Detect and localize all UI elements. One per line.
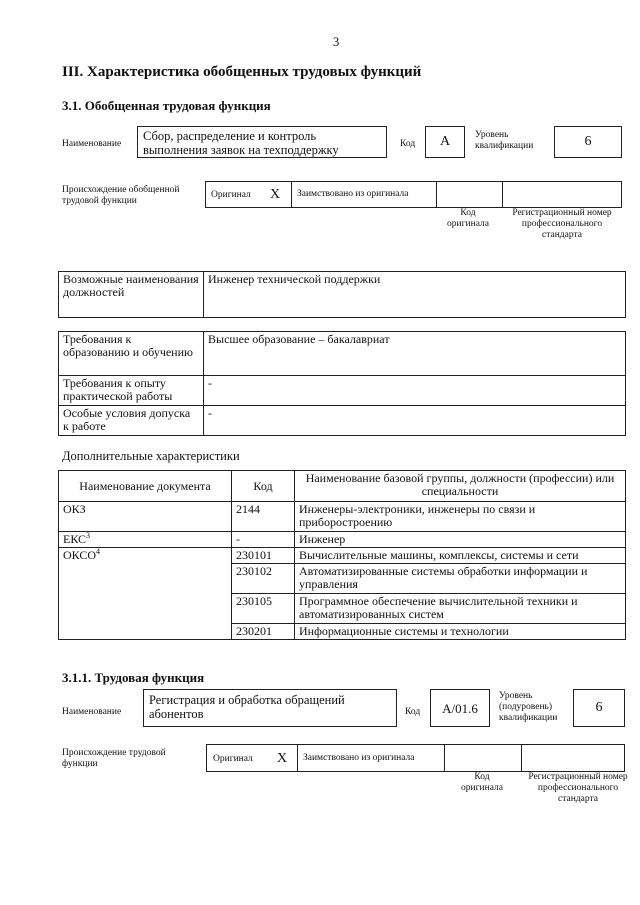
table-row-name: Информационные системы и технологии bbox=[295, 624, 626, 640]
doc-name: ОКСО bbox=[63, 548, 97, 562]
tf-code-value: A/01.6 bbox=[442, 701, 478, 716]
table-row-code: 230101 bbox=[232, 548, 295, 564]
gtf-reg-caption: Регистрационный номер профессионального стандарта bbox=[512, 208, 612, 240]
positions-label: Возможные наименования должностей bbox=[59, 272, 204, 318]
gtf-level-value: 6 bbox=[584, 134, 592, 149]
tf-heading: 3.1.1. Трудовая функция bbox=[62, 670, 205, 685]
req-education-value: Высшее образование – бакалавриат bbox=[204, 332, 626, 376]
gtf-origin-label: Происхождение обобщенной трудовой функции bbox=[62, 185, 180, 206]
footnote-ref: 4 bbox=[96, 547, 101, 556]
tf-reg-number-cell bbox=[521, 744, 625, 772]
doc-name: ОКЗ bbox=[63, 502, 86, 516]
positions-table bbox=[58, 271, 626, 318]
tf-code-orig-caption: Код оригинала bbox=[461, 772, 503, 793]
gtf-code-orig-caption: Код оригинала bbox=[447, 208, 489, 229]
col-name-header: Наименование базовой группы, должности (профессии) или специальности bbox=[295, 471, 626, 502]
gtf-code-value: A bbox=[439, 134, 451, 149]
table-row-name: Автоматизированные системы обработки информации и управления bbox=[295, 564, 626, 594]
additional-heading: Дополнительные характеристики bbox=[62, 449, 240, 463]
gtf-original-mark: X bbox=[270, 187, 281, 202]
col-doc-header: Наименование документа bbox=[59, 471, 232, 502]
gtf-original-label: Оригинал bbox=[211, 190, 251, 200]
gtf-heading: 3.1. Обобщенная трудовая функция bbox=[62, 98, 271, 113]
section-title: III. Характеристика обобщенных трудовых функций bbox=[62, 64, 422, 80]
gtf-reg-number-cell bbox=[502, 181, 622, 208]
page-number: 3 bbox=[333, 35, 340, 49]
table-row-name: Вычислительные машины, комплексы, системы и сети bbox=[295, 548, 626, 564]
positions-value: Инженер технической поддержки bbox=[204, 272, 626, 318]
col-code-header: Код bbox=[232, 471, 295, 502]
footnote-ref: 3 bbox=[86, 531, 91, 540]
table-row-doc bbox=[59, 532, 232, 548]
gtf-origin-original-cell bbox=[205, 181, 292, 208]
tf-code-label: Код bbox=[405, 707, 421, 717]
gtf-level-box bbox=[554, 126, 622, 158]
tf-borrowed-label: Заимствовано из оригинала bbox=[303, 753, 415, 763]
table-row-code: 230105 bbox=[232, 594, 295, 624]
additional-table bbox=[58, 470, 626, 640]
gtf-borrowed-label: Заимствовано из оригинала bbox=[297, 189, 409, 199]
tf-origin-label: Происхождение трудовой функции bbox=[62, 748, 166, 769]
gtf-name-value: Сбор, распределение и контроль выполнения заявок на техподдержку bbox=[143, 129, 339, 157]
gtf-name-box bbox=[137, 126, 387, 158]
req-conditions-value: - bbox=[204, 406, 626, 436]
gtf-code-original-cell bbox=[436, 181, 503, 208]
tf-code-original-cell bbox=[444, 744, 522, 772]
tf-name-label: Наименование bbox=[62, 707, 122, 717]
req-experience-label: Требования к опыту практической работы bbox=[59, 376, 204, 406]
tf-reg-caption: Регистрационный номер профессионального стандарта bbox=[528, 772, 628, 804]
tf-original-label: Оригинал bbox=[213, 754, 253, 764]
tf-level-box bbox=[573, 689, 625, 727]
table-row-code: 2144 bbox=[232, 502, 295, 532]
req-education-label: Требования к образованию и обучению bbox=[59, 332, 204, 376]
doc-name: ЕКС bbox=[63, 532, 87, 546]
gtf-level-label: Уровень квалификации bbox=[475, 130, 534, 151]
tf-name-box bbox=[143, 689, 397, 727]
table-row-code: 230102 bbox=[232, 564, 295, 594]
table-row-code: - bbox=[232, 532, 295, 548]
requirements-table bbox=[58, 331, 626, 436]
tf-original-mark: X bbox=[277, 751, 288, 766]
table-row-name: Программное обеспечение вычислительной техники и автоматизированных систем bbox=[295, 594, 626, 624]
table-row-doc bbox=[59, 502, 232, 532]
gtf-origin-borrowed-cell bbox=[291, 181, 437, 208]
tf-origin-original-cell bbox=[206, 744, 298, 772]
table-row-doc bbox=[59, 548, 232, 640]
tf-code-box bbox=[430, 689, 490, 727]
table-row-code: 230201 bbox=[232, 624, 295, 640]
tf-name-value: Регистрация и обработка обращений абонентов bbox=[149, 693, 345, 721]
req-experience-value: - bbox=[204, 376, 626, 406]
req-conditions-label: Особые условия допуска к работе bbox=[59, 406, 204, 436]
gtf-code-label: Код bbox=[400, 139, 416, 149]
tf-origin-borrowed-cell bbox=[297, 744, 445, 772]
table-row-name: Инженер bbox=[295, 532, 626, 548]
tf-level-value: 6 bbox=[595, 700, 603, 715]
gtf-name-label: Наименование bbox=[62, 139, 122, 149]
gtf-code-box bbox=[425, 126, 465, 158]
table-row-name: Инженеры-электроники, инженеры по связи и приборостроению bbox=[295, 502, 626, 532]
tf-level-label: Уровень (подуровень) квалификации bbox=[499, 691, 558, 723]
